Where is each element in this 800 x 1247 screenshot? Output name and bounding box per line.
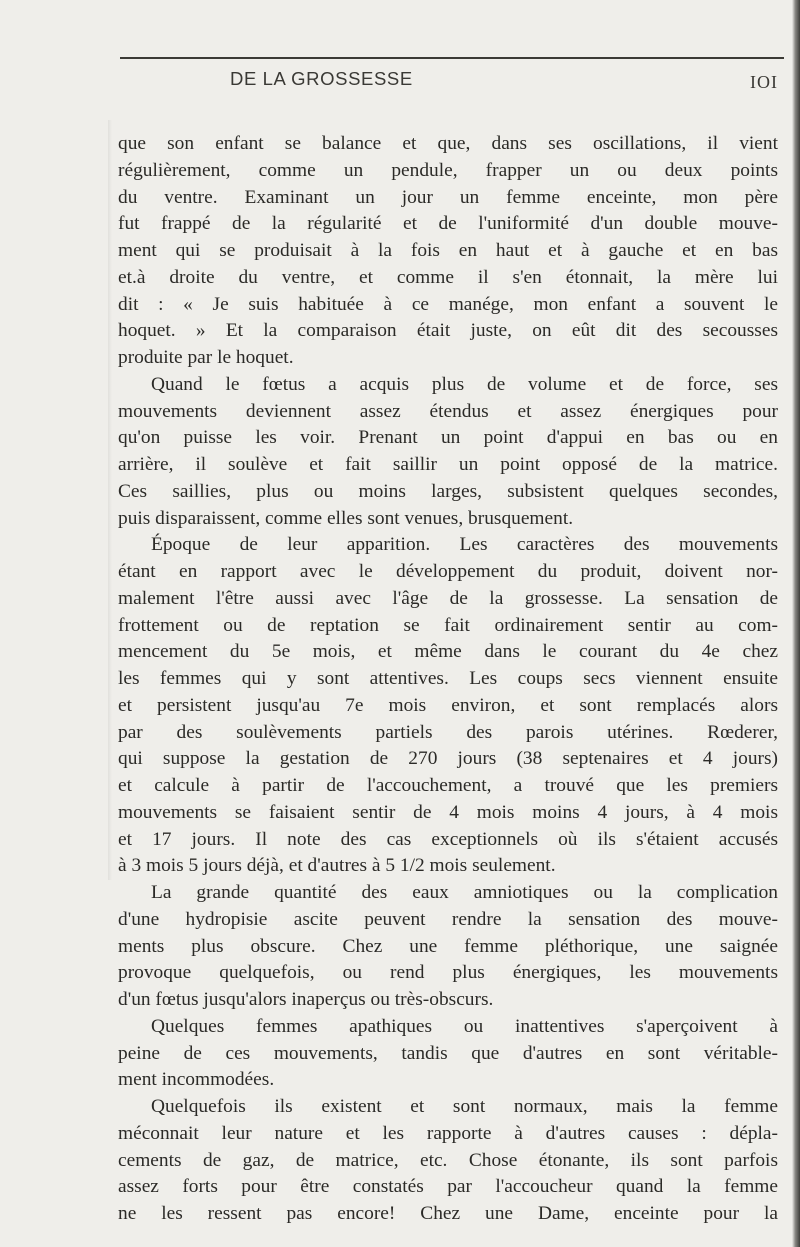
text-line: méconnait leur nature et les rapporte à d'autres causes : dépla- [118,1122,778,1144]
text-line: ne les ressent pas encore! Chez une Dame, enceinte pour la [118,1203,778,1224]
text-line: puis disparaissent, comme elles sont venues, brusquement. [118,507,574,529]
text-line: Quelquefois ils existent et sont normaux, mais la femme [151,1096,778,1117]
text-line: que son enfant se balance et que, dans ses oscillations, il vient [118,133,778,154]
text-line: ment qui se produisait à la fois en haut et à gauche et en bas [118,240,778,261]
text-line: à 3 mois 5 jours déjà, et d'autres à 5 1/2 mois seulement. [118,855,556,877]
text-line: mouvements deviennent assez étendus et assez énergiques pour [118,400,778,422]
text-line: et.à droite du ventre, et comme il s'en étonnait, la mère lui [118,266,778,288]
page-header [112,68,800,98]
text-line: malement l'être aussi avec l'âge de la grossesse. La sensation de [118,587,778,609]
text-line: assez forts pour être constatés par l'accoucheur quand la femme [118,1176,778,1198]
page-number: IOI [750,72,778,92]
text-line: frottement ou de reptation se fait ordinairement sentir au com- [118,614,778,636]
running-head: DE LA GROSSESSE [230,68,413,89]
text-line: Époque de leur apparition. Les caractères des mouvements [151,534,778,556]
text-line: d'un fœtus jusqu'alors inaperçus ou très-obscurs. [118,989,494,1010]
text-line: Quand le fœtus a acquis plus de volume et de force, ses [151,373,778,395]
text-line: qui suppose la gestation de 270 jours (38 septenaires et 4 jours) [118,748,778,770]
text-line: produite par le hoquet. [118,347,294,368]
text-line: et persistent jusqu'au 7e mois environ, et sont remplacés alors [118,694,778,716]
text-line: La grande quantité des eaux amniotiques ou la complication [151,882,778,903]
page-edge [792,0,800,1247]
text-line: d'une hydropisie ascite peuvent rendre la sensation des mouve- [118,908,778,930]
text-line: ment incommodées. [118,1069,275,1091]
top-rule [120,57,784,59]
text-line: fut frappé de la régularité et de l'uniformité d'un double mouve- [118,213,778,235]
text-line: hoquet. » Et la comparaison était juste, on eût dit des secousses [118,320,778,342]
text-line: mouvements se faisaient sentir de 4 mois moins 4 jours, à 4 mois [118,801,778,823]
text-line: par des soulèvements partiels des parois utérines. Rœderer, [118,721,778,743]
text-line: et calcule à partir de l'accouchement, a trouvé que les premiers [118,775,778,796]
text-line: provoque quelquefois, ou rend plus énergiques, les mouvements [118,962,778,984]
text-line: les femmes qui y sont attentives. Les coups secs viennent ensuite [118,668,778,689]
text-line: et 17 jours. Il note des cas exceptionnels où ils s'étaient accusés [118,828,778,850]
text-line: ments plus obscure. Chez une femme pléthorique, une saignée [118,935,778,957]
body-text [118,131,778,1228]
gutter-shadow [108,120,112,880]
text-line: dit : « Je suis habituée à ce manége, mon enfant a souvent le [118,293,778,315]
text-line: mencement du 5e mois, et même dans le courant du 4e chez [118,641,778,663]
text-line: qu'on puisse les voir. Prenant un point d'appui en bas ou en [118,427,778,449]
text-line: étant en rapport avec le développement du produit, doivent nor- [118,561,778,582]
text-line: cements de gaz, de matrice, etc. Chose étonante, ils sont parfois [118,1149,778,1171]
text-line: arrière, il soulève et fait saillir un point opposé de la matrice. [118,454,778,475]
text-line: Ces saillies, plus ou moins larges, subsistent quelques secondes, [118,480,778,502]
text-line: Quelques femmes apathiques ou inattentives s'aperçoivent à [151,1015,778,1037]
text-line: peine de ces mouvements, tandis que d'autres en sont véritable- [118,1042,778,1064]
text-line: du ventre. Examinant un jour un femme enceinte, mon père [118,186,778,208]
text-line: régulièrement, comme un pendule, frapper un ou deux points [118,159,778,181]
